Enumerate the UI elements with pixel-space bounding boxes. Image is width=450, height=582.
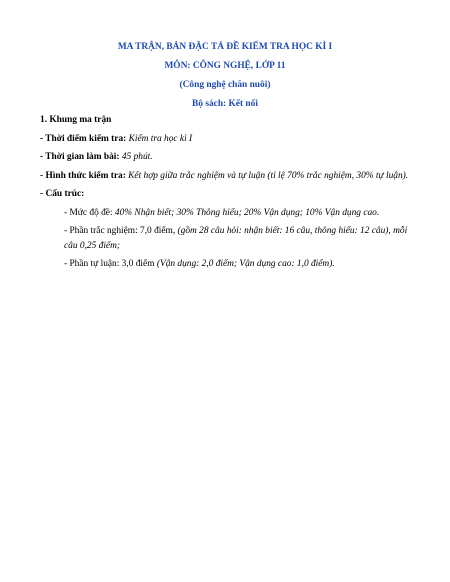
document-title: MA TRẬN, BẢN ĐẶC TẢ ĐỀ KIỂM TRA HỌC KÌ I bbox=[117, 42, 333, 52]
mcq-row bbox=[40, 224, 415, 253]
levels-value: 40% Nhận biết; 30% Thông hiểu; 20% Vận dụng; 10% Vận dụng cao. bbox=[114, 207, 380, 218]
time-point-value: Kiểm tra học kì I bbox=[128, 133, 193, 144]
format-label: - Hình thức kiểm tra: bbox=[40, 170, 126, 181]
mcq-prefix: - Phần trắc nghiệm: 7,0 điểm, bbox=[64, 226, 176, 236]
time-point-row bbox=[40, 132, 415, 147]
subject-line: MÔN: CÔNG NGHỆ, LỚP 11 bbox=[164, 61, 286, 71]
time-point-label: - Thời điểm kiểm tra: bbox=[40, 133, 127, 144]
mcq-value: (gồm 28 câu hỏi: nhận biết: 16 câu, thông hiểu: 12 câu), mỗi câu 0,25 điểm; bbox=[64, 226, 408, 251]
duration-row bbox=[40, 150, 415, 165]
format-value: Kết hợp giữa trắc nghiệm và tự luận (tỉ lệ 70% trắc nghiệm, 30% tự luận). bbox=[128, 170, 409, 181]
format-row bbox=[40, 169, 415, 184]
essay-value: (Vận dụng: 2,0 điểm; Vận dụng cao: 1,0 điểm). bbox=[156, 259, 335, 269]
branch-line: (Công nghệ chăn nuôi) bbox=[179, 80, 271, 90]
essay-row bbox=[40, 257, 415, 272]
levels-row bbox=[40, 206, 415, 221]
duration-label: - Thời gian làm bài: bbox=[40, 152, 120, 162]
essay-prefix: - Phần tự luận: 3,0 điểm bbox=[64, 259, 155, 269]
levels-prefix: - Mức độ đề: bbox=[64, 207, 113, 218]
document-header bbox=[0, 38, 450, 114]
structure-label: - Cấu trúc: bbox=[40, 189, 85, 199]
structure-row bbox=[40, 187, 415, 202]
book-line: Bộ sách: Kết nối bbox=[192, 99, 258, 109]
duration-value: 45 phút. bbox=[121, 152, 153, 162]
document-body bbox=[40, 113, 415, 276]
section-heading: 1. Khung ma trận bbox=[40, 115, 112, 125]
